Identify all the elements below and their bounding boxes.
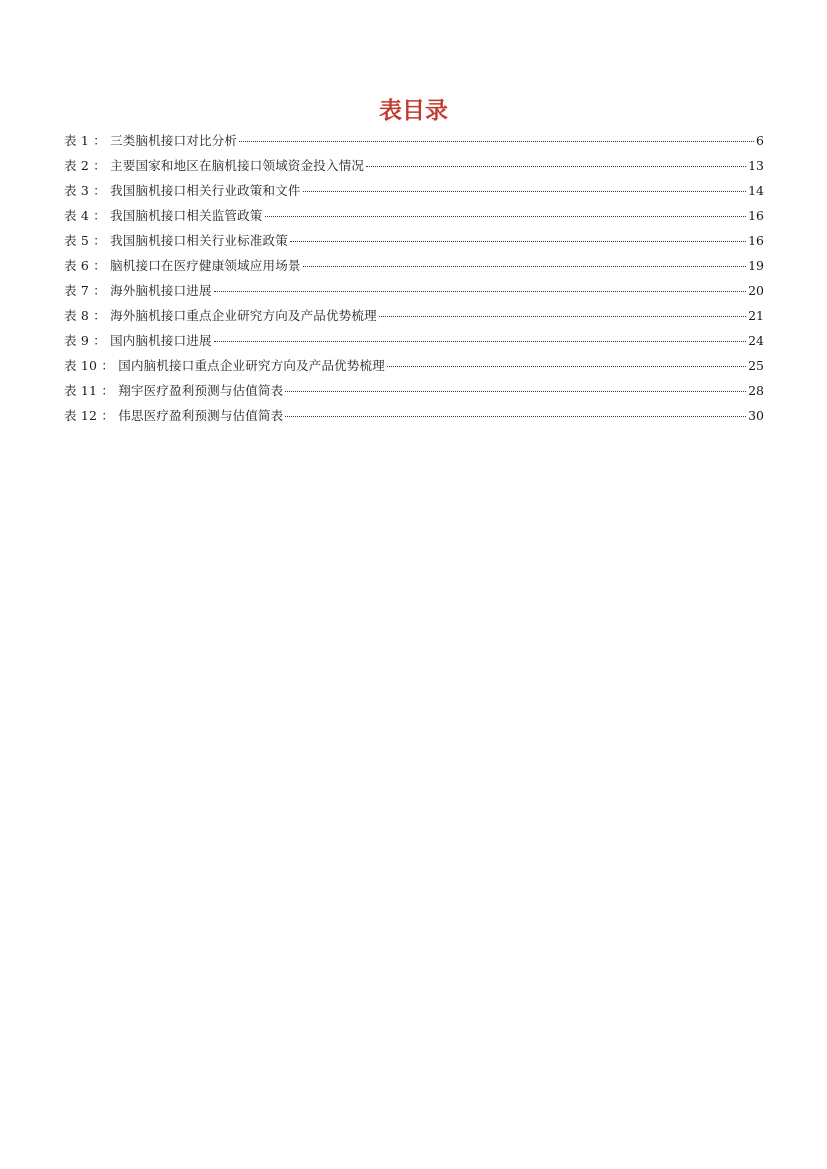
toc-entry-number: 表 11 ： [64,383,115,398]
toc-entry-number: 表 5 ： [64,233,106,248]
toc-entry-label [64,228,288,253]
toc-entry-number: 表 3 ： [64,183,106,198]
toc-entry-page: 14 [748,183,764,198]
toc-entry-title: 伟思医疗盈利预测与估值简表 [118,408,284,423]
toc-entry-label [64,128,237,153]
toc-entry-page: 16 [748,233,764,248]
dot-leader [214,341,746,342]
toc-entry-number: 表 8 ： [64,308,106,323]
toc-entry-page: 13 [748,158,764,173]
toc-entry[interactable] [64,403,764,428]
toc-entry-number: 表 2 ： [64,158,106,173]
toc-entry[interactable] [64,203,764,228]
toc-entry[interactable] [64,378,764,403]
toc-entry-page: 19 [748,258,764,273]
dot-leader [214,291,746,292]
toc-entry-label [64,153,364,178]
toc-entry[interactable] [64,128,764,153]
toc-entry-page: 21 [748,308,764,323]
toc-entry-page: 24 [748,333,764,348]
toc-entry-page: 30 [748,408,764,423]
toc-entry[interactable] [64,328,764,353]
dot-leader [285,391,746,392]
toc-entry-label [64,178,301,203]
toc-entry-label [64,403,283,428]
toc-entry-label [64,253,301,278]
toc-entry-label [64,278,212,303]
dot-leader [303,191,746,192]
toc-entry-title: 我国脑机接口相关行业标准政策 [110,233,288,248]
toc-entry[interactable] [64,353,764,378]
toc-entry-label [64,203,263,228]
toc-entry-title: 主要国家和地区在脑机接口领域资金投入情况 [110,158,365,173]
dot-leader [265,216,747,217]
dot-leader [303,266,746,267]
toc-entry-page: 6 [756,133,764,148]
dot-leader [366,166,746,167]
toc-entry-title: 我国脑机接口相关监管政策 [110,208,263,223]
toc-entry-number: 表 1 ： [64,133,106,148]
toc-entry-title: 脑机接口在医疗健康领域应用场景 [110,258,301,273]
toc-entry-number: 表 4 ： [64,208,106,223]
toc-entry[interactable] [64,253,764,278]
toc-entry-page: 25 [748,358,764,373]
toc-entry-label [64,353,385,378]
toc-entry-page: 16 [748,208,764,223]
toc-entry-label [64,303,377,328]
toc-entry-number: 表 9 ： [64,333,106,348]
toc-entry-page: 28 [748,383,764,398]
toc-entry-number: 表 10 ： [64,358,115,373]
dot-leader [285,416,746,417]
toc-entry[interactable] [64,228,764,253]
toc-entry[interactable] [64,178,764,203]
page-title: 表目录 [379,98,448,124]
toc-entry-label [64,328,212,353]
toc-entry[interactable] [64,303,764,328]
toc-entry[interactable] [64,153,764,178]
toc-entry-title: 国内脑机接口重点企业研究方向及产品优势梳理 [118,358,385,373]
toc-entry-number: 表 12 ： [64,408,115,423]
toc-entry-title: 翔宇医疗盈利预测与估值简表 [118,383,284,398]
table-of-tables [64,128,764,428]
dot-leader [379,316,746,317]
toc-entry-title: 海外脑机接口重点企业研究方向及产品优势梳理 [110,308,377,323]
toc-entry-title: 我国脑机接口相关行业政策和文件 [110,183,301,198]
toc-entry-number: 表 6 ： [64,258,106,273]
toc-entry[interactable] [64,278,764,303]
toc-entry-title: 国内脑机接口进展 [110,333,212,348]
toc-entry-number: 表 7 ： [64,283,106,298]
toc-entry-label [64,378,283,403]
dot-leader [387,366,746,367]
toc-entry-title: 三类脑机接口对比分析 [110,133,238,148]
toc-entry-page: 20 [748,283,764,298]
dot-leader [239,141,754,142]
toc-entry-title: 海外脑机接口进展 [110,283,212,298]
dot-leader [290,241,746,242]
